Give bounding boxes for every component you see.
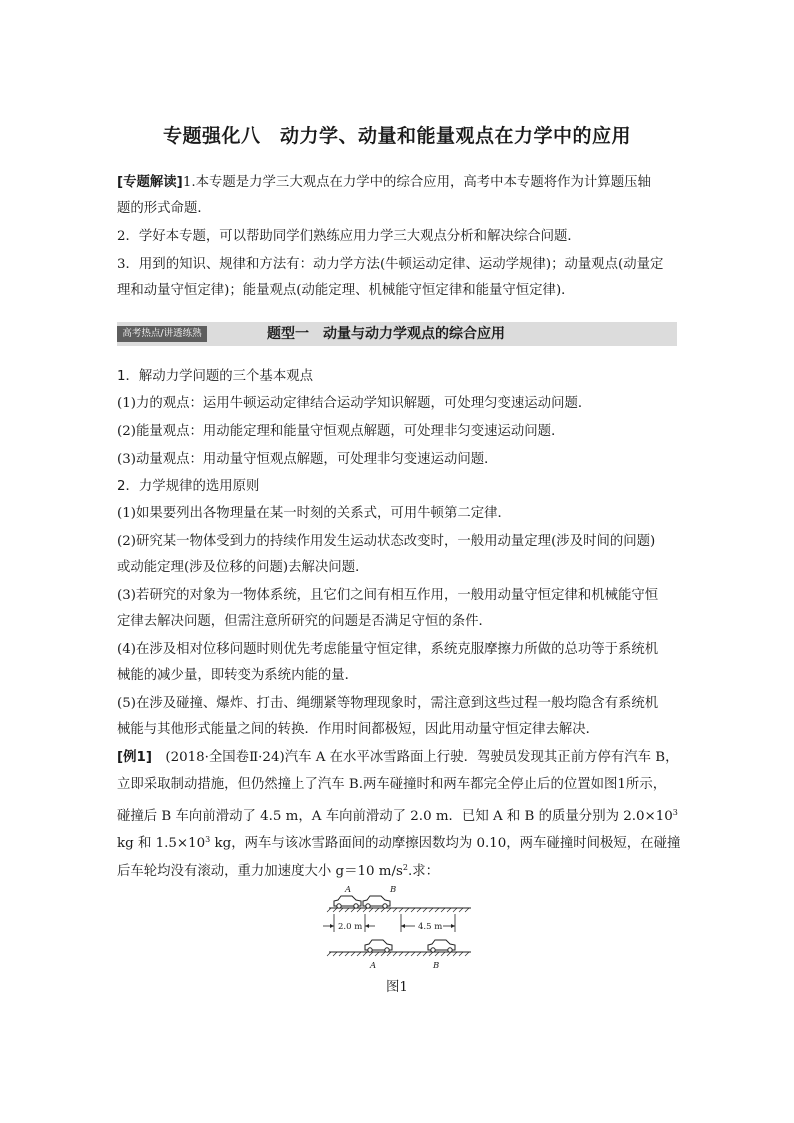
section-banner bbox=[117, 322, 677, 346]
car-a-top bbox=[334, 896, 361, 908]
example-line-3 bbox=[117, 800, 677, 830]
example-text-5b: .求： bbox=[407, 864, 439, 879]
section-2-line-5a: (5)在涉及碰撞、爆炸、打击、绳绷紧等物理现象时，需注意到这些过程一般均隐含有系统机 bbox=[117, 696, 659, 711]
section-1-line-3: (3)动量观点：用动量守恒观点解题，可处理非匀变速运动问题． bbox=[117, 452, 498, 467]
example-tag: [例1] bbox=[117, 750, 152, 765]
section-1-line-2: (2)能量观点：用动能定理和能量守恒观点解题，可处理非匀变速运动问题． bbox=[117, 424, 565, 439]
label-a-top: A bbox=[345, 885, 352, 895]
car-a-bottom bbox=[365, 940, 392, 952]
example-text-1: (2018·全国卷Ⅱ·24)汽车 A 在水平冰雪路面上行驶．驾驶员发现其正前方停有汽车 B， bbox=[151, 750, 679, 765]
intro-text-1b: 题的形式命题． bbox=[117, 201, 211, 216]
intro-text-3b: 理和动量守恒定律)；能量观点(动能定理、机械能守恒定律和能量守恒定律)． bbox=[117, 283, 575, 298]
example-line-2: 立即采取制动措施，但仍然撞上了汽车 B.两车碰撞时和两车都完全停止后的位置如图1所示， bbox=[117, 777, 667, 792]
example-text-4b: kg，两车与该冰雪路面间的动摩擦因数均为 0.10，两车碰撞时间极短，在碰撞 bbox=[210, 836, 681, 851]
banner-title: 题型一 动量与动力学观点的综合应用 bbox=[267, 326, 505, 342]
intro-text-2: 2．学好本专题，可以帮助同学们熟练应用力学三大观点分析和解决综合问题． bbox=[117, 229, 581, 244]
example-line-5 bbox=[117, 855, 677, 885]
distance-a: 2.0 m bbox=[338, 922, 363, 932]
car-b-top bbox=[363, 896, 390, 908]
intro-paragraph-1 bbox=[117, 170, 677, 196]
road-hatch-bottom bbox=[327, 952, 469, 956]
label-b-bottom: B bbox=[433, 961, 440, 971]
section-2-heading: 2．力学规律的选用原则 bbox=[117, 479, 260, 494]
figure-1-diagram bbox=[315, 882, 481, 972]
example-text-4a: kg 和 1.5×10 bbox=[117, 836, 206, 851]
section-2-line-4a: (4)在涉及相对位移问题时则优先考虑能量守恒定律，系统克服摩擦力所做的总功等于系统机 bbox=[117, 642, 659, 657]
label-b-top: B bbox=[390, 885, 397, 895]
section-2-line-3b: 定律去解决问题，但需注意所研究的问题是否满足守恒的条件． bbox=[117, 614, 492, 629]
distance-b: 4.5 m bbox=[418, 922, 443, 932]
page-title: 专题强化八 动力学、动量和能量观点在力学中的应用 bbox=[162, 125, 631, 147]
section-2-line-4b: 械能的减少量，即转变为系统内能的量． bbox=[117, 668, 359, 683]
example-line-4 bbox=[117, 827, 681, 857]
example-line-1 bbox=[117, 745, 677, 771]
section-2-line-2a: (2)研究某一物体受到力的持续作用发生运动状态改变时，一般用动量定理(涉及时间的问题) bbox=[117, 534, 656, 549]
section-1-heading: 1．解动力学问题的三个基本观点 bbox=[117, 369, 313, 384]
example-text-5a: 后车轮均没有滚动，重力加速度大小 g＝10 m/s bbox=[117, 864, 403, 879]
banner-tag: 高考热点/讲透练熟 bbox=[117, 326, 207, 342]
label-a-bottom: A bbox=[370, 961, 377, 971]
intro-text-1a: 1.本专题是力学三大观点在力学中的综合应用，高考中本专题将作为计算题压轴 bbox=[182, 175, 651, 190]
figure-caption: 图1 bbox=[386, 980, 408, 995]
exponent: 3 bbox=[672, 808, 678, 817]
exponent: 3 bbox=[205, 835, 211, 844]
intro-tag: [专题解读] bbox=[117, 175, 183, 190]
section-1-line-1: (1)力的观点：运用牛顿运动定律结合运动学知识解题，可处理匀变速运动问题． bbox=[117, 396, 592, 411]
intro-text-3a: 3．用到的知识、规律和方法有：动力学方法(牛顿运动定律、运动学规律)；动量观点(动量定 bbox=[117, 257, 664, 272]
road-hatch-top bbox=[327, 908, 469, 912]
section-2-line-1: (1)如果要列出各物理量在某一时刻的关系式，可用牛顿第二定律． bbox=[117, 506, 511, 521]
car-b-bottom bbox=[428, 940, 455, 952]
section-2-line-2b: 或动能定理(涉及位移的问题)去解决问题． bbox=[117, 560, 369, 575]
section-2-line-3a: (3)若研究的对象为一物体系统，且它们之间有相互作用，一般用动量守恒定律和机械能守恒 bbox=[117, 588, 659, 603]
section-2-line-5b: 械能与其他形式能量之间的转换．作用时间都极短，因此用动量守恒定律去解决． bbox=[117, 722, 600, 737]
exponent: 2 bbox=[402, 863, 408, 872]
example-text-3: 碰撞后 B 车向前滑动了 4.5 m，A 车向前滑动了 2.0 m．已知 A 和 B 的质量分别为 2.0×10 bbox=[117, 809, 673, 824]
